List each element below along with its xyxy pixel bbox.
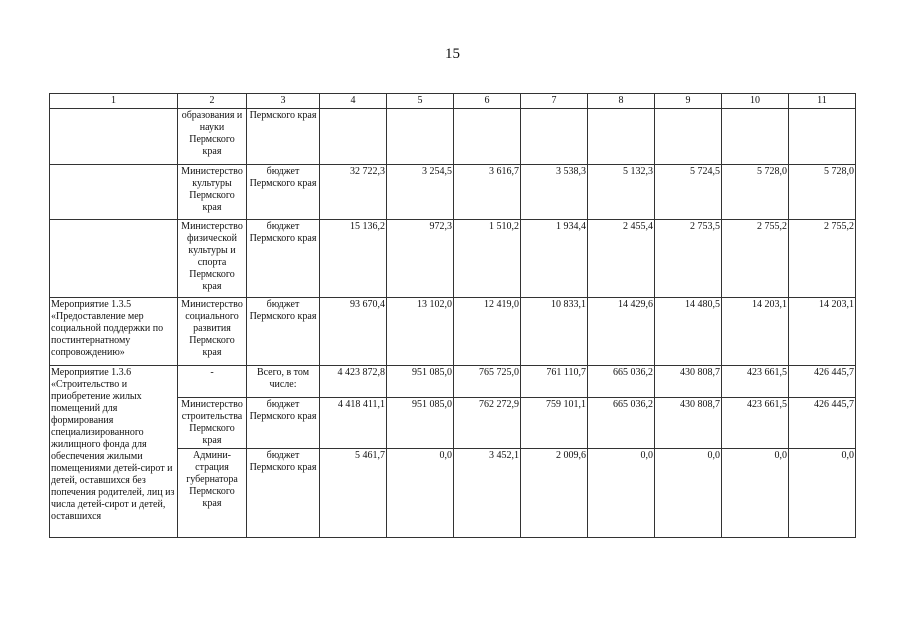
value-cell: 423 661,5 bbox=[722, 366, 789, 398]
value-cell bbox=[521, 109, 588, 165]
source-cell: бюджет Пермского края bbox=[247, 165, 320, 220]
column-header: 6 bbox=[454, 94, 521, 109]
value-cell: 762 272,9 bbox=[454, 398, 521, 449]
value-cell: 665 036,2 bbox=[588, 398, 655, 449]
value-cell: 14 203,1 bbox=[722, 298, 789, 366]
column-header: 3 bbox=[247, 94, 320, 109]
activity-cell bbox=[50, 165, 178, 220]
column-header: 4 bbox=[320, 94, 387, 109]
column-header: 11 bbox=[789, 94, 856, 109]
value-cell: 951 085,0 bbox=[387, 366, 454, 398]
column-header: 8 bbox=[588, 94, 655, 109]
source-cell: бюджет Пермского края bbox=[247, 220, 320, 298]
value-cell bbox=[387, 109, 454, 165]
executor-cell: Министерство социального развития Пермского края bbox=[178, 298, 247, 366]
table-row bbox=[50, 109, 856, 165]
value-cell: 3 538,3 bbox=[521, 165, 588, 220]
value-cell: 5 724,5 bbox=[655, 165, 722, 220]
value-cell: 0,0 bbox=[789, 449, 856, 538]
value-cell: 0,0 bbox=[588, 449, 655, 538]
value-cell: 430 808,7 bbox=[655, 366, 722, 398]
value-cell: 665 036,2 bbox=[588, 366, 655, 398]
value-cell: 5 461,7 bbox=[320, 449, 387, 538]
value-cell: 423 661,5 bbox=[722, 398, 789, 449]
source-cell: бюджет Пермского края bbox=[247, 398, 320, 449]
source-cell: Всего, в том числе: bbox=[247, 366, 320, 398]
value-cell: 951 085,0 bbox=[387, 398, 454, 449]
value-cell: 13 102,0 bbox=[387, 298, 454, 366]
value-cell: 2 009,6 bbox=[521, 449, 588, 538]
column-header: 7 bbox=[521, 94, 588, 109]
value-cell: 4 418 411,1 bbox=[320, 398, 387, 449]
value-cell: 32 722,3 bbox=[320, 165, 387, 220]
value-cell: 93 670,4 bbox=[320, 298, 387, 366]
header-row bbox=[50, 94, 856, 109]
value-cell: 3 616,7 bbox=[454, 165, 521, 220]
budget-table bbox=[49, 93, 856, 538]
activity-cell bbox=[50, 109, 178, 165]
value-cell bbox=[722, 109, 789, 165]
table-row bbox=[50, 165, 856, 220]
value-cell: 10 833,1 bbox=[521, 298, 588, 366]
value-cell: 5 132,3 bbox=[588, 165, 655, 220]
value-cell: 5 728,0 bbox=[722, 165, 789, 220]
value-cell: 761 110,7 bbox=[521, 366, 588, 398]
value-cell: 0,0 bbox=[655, 449, 722, 538]
executor-cell: Министерство культуры Пермского края bbox=[178, 165, 247, 220]
activity-cell bbox=[50, 220, 178, 298]
value-cell: 1 934,4 bbox=[521, 220, 588, 298]
value-cell: 2 753,5 bbox=[655, 220, 722, 298]
value-cell: 14 203,1 bbox=[789, 298, 856, 366]
value-cell: 3 254,5 bbox=[387, 165, 454, 220]
value-cell bbox=[588, 109, 655, 165]
column-header: 10 bbox=[722, 94, 789, 109]
value-cell: 2 755,2 bbox=[789, 220, 856, 298]
value-cell: 2 455,4 bbox=[588, 220, 655, 298]
source-cell: бюджет Пермского края bbox=[247, 449, 320, 538]
value-cell: 5 728,0 bbox=[789, 165, 856, 220]
value-cell: 759 101,1 bbox=[521, 398, 588, 449]
activity-cell: Мероприятие 1.3.6 «Строительство и приобретение жилых помещений для формирования специализированного жилищного фонда для обеспечения жилыми помещениями детей-сирот и детей, оставшихся без попечения родителей, лиц из числа детей-сирот и детей, оставшихся bbox=[50, 366, 178, 538]
executor-cell: Админи-страция губернатора Пермского края bbox=[178, 449, 247, 538]
value-cell: 3 452,1 bbox=[454, 449, 521, 538]
value-cell: 14 429,6 bbox=[588, 298, 655, 366]
value-cell: 15 136,2 bbox=[320, 220, 387, 298]
value-cell: 0,0 bbox=[722, 449, 789, 538]
column-header: 9 bbox=[655, 94, 722, 109]
table-row bbox=[50, 220, 856, 298]
table-row bbox=[50, 298, 856, 366]
executor-cell: - bbox=[178, 366, 247, 398]
value-cell: 1 510,2 bbox=[454, 220, 521, 298]
value-cell bbox=[454, 109, 521, 165]
table-row bbox=[50, 366, 856, 398]
activity-cell: Мероприятие 1.3.5 «Предоставление мер социальной поддержки по постинтернатному сопровождению» bbox=[50, 298, 178, 366]
value-cell: 426 445,7 bbox=[789, 398, 856, 449]
value-cell: 4 423 872,8 bbox=[320, 366, 387, 398]
executor-cell: образования и науки Пермского края bbox=[178, 109, 247, 165]
value-cell: 2 755,2 bbox=[722, 220, 789, 298]
source-cell: Пермского края bbox=[247, 109, 320, 165]
value-cell: 14 480,5 bbox=[655, 298, 722, 366]
column-header: 2 bbox=[178, 94, 247, 109]
source-cell: бюджет Пермского края bbox=[247, 298, 320, 366]
value-cell bbox=[789, 109, 856, 165]
page-number: 15 bbox=[445, 46, 460, 62]
executor-cell: Министерство физической культуры и спорта Пермского края bbox=[178, 220, 247, 298]
value-cell bbox=[320, 109, 387, 165]
executor-cell: Министерство строительства Пермского края bbox=[178, 398, 247, 449]
value-cell: 12 419,0 bbox=[454, 298, 521, 366]
value-cell bbox=[655, 109, 722, 165]
column-header: 1 bbox=[50, 94, 178, 109]
column-header: 5 bbox=[387, 94, 454, 109]
value-cell: 430 808,7 bbox=[655, 398, 722, 449]
value-cell: 972,3 bbox=[387, 220, 454, 298]
value-cell: 0,0 bbox=[387, 449, 454, 538]
value-cell: 426 445,7 bbox=[789, 366, 856, 398]
value-cell: 765 725,0 bbox=[454, 366, 521, 398]
